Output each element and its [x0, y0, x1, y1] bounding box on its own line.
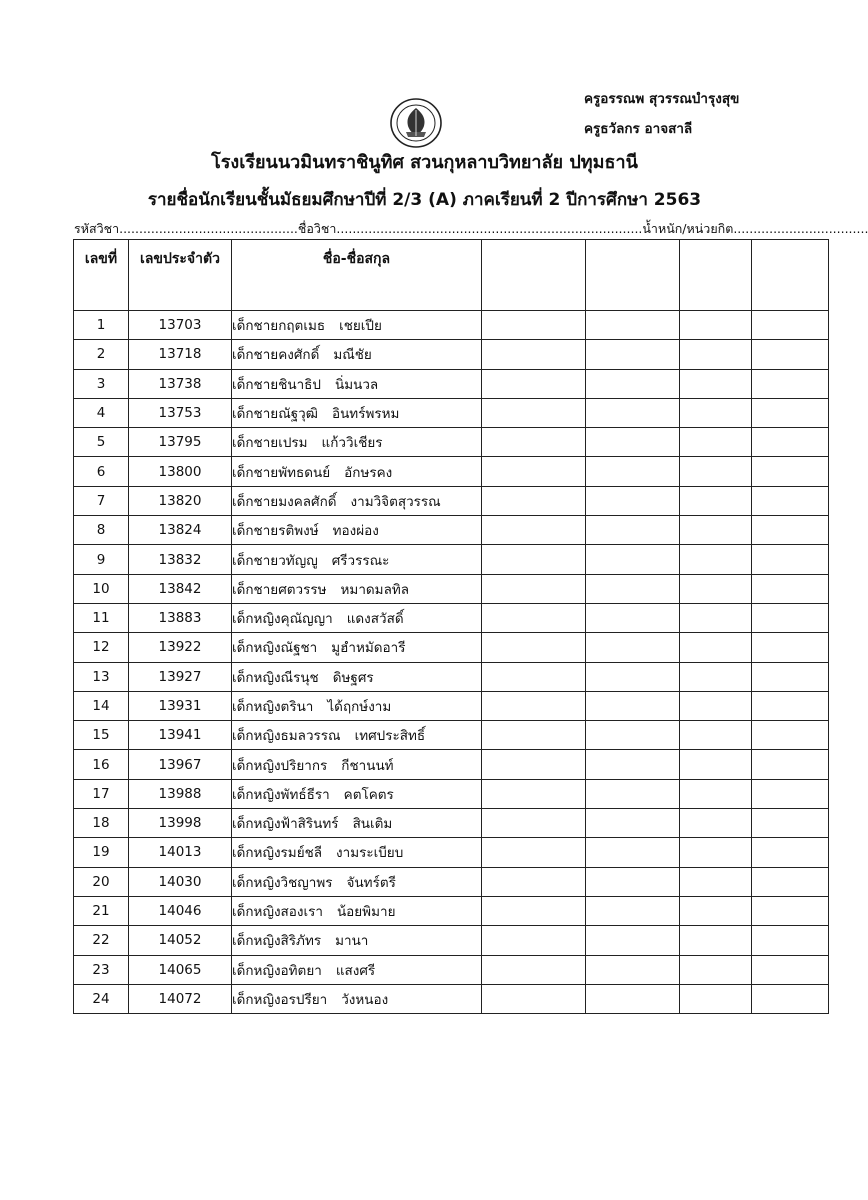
student-roster-table — [73, 239, 829, 1014]
row-last-name: ศรีวรรณะ — [331, 552, 390, 569]
blank-cell — [482, 809, 586, 838]
blank-cell — [680, 633, 752, 662]
row-full-name — [232, 516, 482, 545]
table-row — [74, 896, 829, 925]
table-row — [74, 545, 829, 574]
blank-cell — [586, 603, 680, 632]
row-first-name: เด็กหญิงปริยากร — [232, 757, 328, 774]
subject-code-field: รหัสวิชา............................................. — [74, 221, 298, 236]
row-number: 13 — [74, 662, 129, 691]
row-first-name: เด็กหญิงอรปรียา — [232, 991, 328, 1008]
teacher-2: ครูธวัลกร อาจสาลี — [584, 121, 693, 137]
row-student-id: 13998 — [129, 809, 232, 838]
table-row — [74, 428, 829, 457]
row-last-name: แก้ววิเชียร — [321, 435, 383, 452]
blank-cell — [752, 574, 829, 603]
row-last-name: มานา — [335, 933, 369, 950]
credit-field: น้ำหนัก/หน่วยกิต.................................. — [642, 221, 868, 236]
blank-cell — [482, 574, 586, 603]
school-seal-icon — [380, 96, 452, 150]
table-row — [74, 809, 829, 838]
table-body — [74, 311, 829, 1014]
blank-cell — [680, 603, 752, 632]
row-number: 19 — [74, 838, 129, 867]
row-first-name: เด็กหญิงธมลวรรณ — [232, 728, 341, 745]
blank-cell — [482, 457, 586, 486]
blank-cell — [752, 633, 829, 662]
blank-cell — [586, 633, 680, 662]
row-student-id: 13988 — [129, 779, 232, 808]
row-student-id: 13820 — [129, 486, 232, 515]
row-number: 20 — [74, 867, 129, 896]
row-number: 10 — [74, 574, 129, 603]
row-last-name: มณีชัย — [333, 347, 372, 364]
blank-cell — [482, 369, 586, 398]
row-first-name: เด็กหญิงฟ้าสิรินทร์ — [232, 816, 339, 833]
blank-cell — [752, 311, 829, 340]
row-last-name: น้อยพิมาย — [336, 904, 396, 921]
row-last-name: แสงศรี — [335, 962, 376, 979]
table-row — [74, 486, 829, 515]
blank-cell — [586, 369, 680, 398]
blank-cell — [680, 721, 752, 750]
row-full-name — [232, 809, 482, 838]
blank-cell — [752, 486, 829, 515]
table-row — [74, 398, 829, 427]
row-last-name: มูฮำหมัดอารี — [331, 640, 406, 657]
blank-cell — [586, 311, 680, 340]
row-student-id: 13738 — [129, 369, 232, 398]
table-row — [74, 867, 829, 896]
header-blank-1 — [482, 240, 586, 311]
row-number: 12 — [74, 633, 129, 662]
row-last-name: นิ่มนวล — [335, 376, 379, 393]
row-last-name: งามวิจิตสุวรรณ — [350, 493, 441, 510]
row-number: 14 — [74, 691, 129, 720]
blank-cell — [752, 955, 829, 984]
blank-cell — [482, 516, 586, 545]
row-number: 16 — [74, 750, 129, 779]
row-student-id: 13883 — [129, 603, 232, 632]
blank-cell — [586, 721, 680, 750]
row-number: 3 — [74, 369, 129, 398]
blank-cell — [680, 779, 752, 808]
blank-cell — [482, 633, 586, 662]
row-student-id: 13824 — [129, 516, 232, 545]
blank-cell — [752, 838, 829, 867]
subject-fields — [74, 219, 868, 239]
blank-cell — [586, 516, 680, 545]
row-full-name — [232, 633, 482, 662]
row-student-id: 13967 — [129, 750, 232, 779]
blank-cell — [680, 955, 752, 984]
blank-cell — [586, 779, 680, 808]
row-number: 11 — [74, 603, 129, 632]
row-full-name — [232, 838, 482, 867]
blank-cell — [752, 867, 829, 896]
row-student-id: 13718 — [129, 340, 232, 369]
row-student-id: 14072 — [129, 984, 232, 1013]
row-number: 9 — [74, 545, 129, 574]
row-first-name: เด็กชายรติพงษ์ — [232, 523, 319, 540]
blank-cell — [586, 545, 680, 574]
row-number: 17 — [74, 779, 129, 808]
row-student-id: 13931 — [129, 691, 232, 720]
row-number: 24 — [74, 984, 129, 1013]
row-last-name: จันทร์ตรี — [346, 874, 396, 891]
row-student-id: 13753 — [129, 398, 232, 427]
table-row — [74, 691, 829, 720]
subject-name-field: ชื่อวิชา............................................................................. — [297, 221, 643, 236]
row-student-id: 14046 — [129, 896, 232, 925]
blank-cell — [680, 662, 752, 691]
row-full-name — [232, 428, 482, 457]
list-title: รายชื่อนักเรียนชั้นมัธยมศึกษาปีที่ 2/3 (A) ภาคเรียนที่ 2 ปีการศึกษา 2563 — [147, 190, 702, 210]
blank-cell — [680, 867, 752, 896]
row-first-name: เด็กชายคงศักดิ์ — [232, 347, 320, 364]
blank-cell — [680, 838, 752, 867]
blank-cell — [586, 340, 680, 369]
blank-cell — [482, 428, 586, 457]
blank-cell — [752, 984, 829, 1013]
row-student-id: 13842 — [129, 574, 232, 603]
row-student-id: 13922 — [129, 633, 232, 662]
row-full-name — [232, 955, 482, 984]
table-row — [74, 750, 829, 779]
table-row — [74, 574, 829, 603]
row-first-name: เด็กหญิงรมย์ชลี — [232, 845, 323, 862]
row-first-name: เด็กหญิงณีรนุช — [232, 669, 319, 686]
blank-cell — [680, 457, 752, 486]
row-first-name: เด็กชายณัฐวุฒิ — [232, 406, 318, 423]
blank-cell — [680, 896, 752, 925]
row-number: 4 — [74, 398, 129, 427]
blank-cell — [752, 428, 829, 457]
row-last-name: แดงสวัสดิ์ — [346, 611, 404, 628]
blank-cell — [482, 867, 586, 896]
row-first-name: เด็กชายชินาธิป — [232, 376, 321, 393]
blank-cell — [586, 984, 680, 1013]
row-last-name: กีชานนท์ — [341, 757, 394, 774]
blank-cell — [752, 457, 829, 486]
row-number: 15 — [74, 721, 129, 750]
row-last-name: ดิษฐศร — [332, 669, 374, 686]
blank-cell — [680, 691, 752, 720]
teacher-1: ครูอรรณพ สุวรรณบำรุงสุข — [584, 91, 740, 107]
header-blank-3 — [680, 240, 752, 311]
blank-cell — [680, 926, 752, 955]
blank-cell — [482, 750, 586, 779]
row-full-name — [232, 896, 482, 925]
blank-cell — [680, 516, 752, 545]
table-row — [74, 926, 829, 955]
row-number: 18 — [74, 809, 129, 838]
table-row — [74, 457, 829, 486]
blank-cell — [586, 809, 680, 838]
blank-cell — [586, 867, 680, 896]
row-first-name: เด็กชายพัทธดนย์ — [232, 464, 331, 481]
blank-cell — [752, 340, 829, 369]
row-last-name: หมาดมลทิล — [340, 581, 410, 598]
row-last-name: เชยเปีย — [339, 318, 382, 335]
row-student-id: 13832 — [129, 545, 232, 574]
row-full-name — [232, 545, 482, 574]
blank-cell — [680, 398, 752, 427]
blank-cell — [680, 428, 752, 457]
blank-cell — [586, 896, 680, 925]
table-row — [74, 516, 829, 545]
row-number: 8 — [74, 516, 129, 545]
table-row — [74, 633, 829, 662]
row-last-name: อักษรคง — [344, 464, 393, 481]
blank-cell — [752, 516, 829, 545]
row-full-name — [232, 926, 482, 955]
row-last-name: อินทร์พรหม — [331, 406, 400, 423]
row-first-name: เด็กหญิงพัทธ์ธีรา — [232, 786, 330, 803]
header-student-id: เลขประจำตัว — [129, 240, 232, 311]
blank-cell — [482, 926, 586, 955]
blank-cell — [752, 369, 829, 398]
blank-cell — [680, 340, 752, 369]
blank-cell — [586, 398, 680, 427]
row-first-name: เด็กหญิงตรินา — [232, 699, 314, 715]
blank-cell — [752, 691, 829, 720]
table-header-row — [74, 240, 829, 311]
row-full-name — [232, 398, 482, 427]
row-full-name — [232, 369, 482, 398]
row-last-name: วังหนอง — [341, 991, 389, 1008]
row-number: 5 — [74, 428, 129, 457]
blank-cell — [482, 340, 586, 369]
blank-cell — [482, 955, 586, 984]
row-full-name — [232, 340, 482, 369]
row-first-name: เด็กหญิงสิริภัทร — [232, 933, 322, 950]
row-student-id: 13927 — [129, 662, 232, 691]
row-full-name — [232, 603, 482, 632]
row-last-name: สินเติม — [352, 816, 393, 833]
blank-cell — [586, 955, 680, 984]
row-first-name: เด็กหญิงณัฐชา — [232, 640, 318, 657]
row-student-id: 14030 — [129, 867, 232, 896]
row-first-name: เด็กหญิงวิชญาพร — [232, 874, 333, 891]
blank-cell — [586, 926, 680, 955]
row-last-name: คตโคตร — [343, 786, 394, 803]
blank-cell — [482, 486, 586, 515]
table-row — [74, 984, 829, 1013]
table-row — [74, 955, 829, 984]
row-full-name — [232, 779, 482, 808]
blank-cell — [586, 750, 680, 779]
row-student-id: 13941 — [129, 721, 232, 750]
blank-cell — [752, 721, 829, 750]
row-first-name: เด็กชายศตวรรษ — [232, 581, 327, 598]
blank-cell — [482, 662, 586, 691]
table-row — [74, 662, 829, 691]
row-first-name: เด็กหญิงอทิตยา — [232, 962, 322, 979]
row-first-name: เด็กชายมงคลศักดิ์ — [232, 493, 337, 510]
blank-cell — [586, 838, 680, 867]
school-title: โรงเรียนนวมินทราชินูทิศ สวนกุหลาบวิทยาลัย ปทุมธานี — [211, 152, 638, 173]
blank-cell — [752, 750, 829, 779]
table-row — [74, 340, 829, 369]
blank-cell — [680, 984, 752, 1013]
row-student-id: 14013 — [129, 838, 232, 867]
row-full-name — [232, 662, 482, 691]
blank-cell — [586, 662, 680, 691]
row-number: 21 — [74, 896, 129, 925]
blank-cell — [752, 603, 829, 632]
row-student-id: 13800 — [129, 457, 232, 486]
blank-cell — [680, 574, 752, 603]
table-row — [74, 603, 829, 632]
row-full-name — [232, 311, 482, 340]
table-row — [74, 721, 829, 750]
row-last-name: เทศประสิทธิ์ — [354, 728, 426, 745]
blank-cell — [680, 369, 752, 398]
header-blank-4 — [752, 240, 829, 311]
blank-cell — [482, 691, 586, 720]
blank-cell — [482, 779, 586, 808]
row-last-name: งามระเบียบ — [336, 845, 404, 862]
blank-cell — [482, 896, 586, 925]
header-number: เลขที่ — [74, 240, 129, 311]
blank-cell — [680, 486, 752, 515]
row-full-name — [232, 486, 482, 515]
row-number: 23 — [74, 955, 129, 984]
row-full-name — [232, 867, 482, 896]
row-student-id: 13795 — [129, 428, 232, 457]
row-first-name: เด็กชายวทัญญู — [232, 552, 318, 569]
row-first-name: เด็กหญิงสองเรา — [232, 904, 323, 921]
row-first-name: เด็กชายกฤตเมธ — [232, 318, 326, 335]
row-full-name — [232, 457, 482, 486]
row-last-name: ทองผ่อง — [332, 523, 379, 540]
row-student-id: 13703 — [129, 311, 232, 340]
row-number: 7 — [74, 486, 129, 515]
row-full-name — [232, 721, 482, 750]
row-number: 22 — [74, 926, 129, 955]
table-row — [74, 369, 829, 398]
blank-cell — [752, 398, 829, 427]
teacher-names — [584, 84, 739, 144]
row-student-id: 14065 — [129, 955, 232, 984]
row-full-name — [232, 691, 482, 720]
row-full-name — [232, 574, 482, 603]
row-number: 1 — [74, 311, 129, 340]
blank-cell — [680, 311, 752, 340]
blank-cell — [752, 779, 829, 808]
blank-cell — [680, 545, 752, 574]
blank-cell — [586, 691, 680, 720]
table-row — [74, 311, 829, 340]
table-row — [74, 779, 829, 808]
row-full-name — [232, 984, 482, 1013]
row-number: 2 — [74, 340, 129, 369]
blank-cell — [482, 398, 586, 427]
row-first-name: เด็กหญิงคุณัญญา — [232, 611, 333, 628]
blank-cell — [752, 809, 829, 838]
blank-cell — [752, 662, 829, 691]
blank-cell — [586, 486, 680, 515]
blank-cell — [680, 809, 752, 838]
blank-cell — [680, 750, 752, 779]
blank-cell — [752, 896, 829, 925]
blank-cell — [482, 603, 586, 632]
table-row — [74, 838, 829, 867]
blank-cell — [482, 545, 586, 574]
blank-cell — [586, 457, 680, 486]
blank-cell — [752, 545, 829, 574]
blank-cell — [752, 926, 829, 955]
blank-cell — [482, 311, 586, 340]
row-number: 6 — [74, 457, 129, 486]
blank-cell — [482, 838, 586, 867]
row-full-name — [232, 750, 482, 779]
blank-cell — [586, 574, 680, 603]
row-last-name: ได้ฤกษ์งาม — [327, 699, 392, 715]
blank-cell — [586, 428, 680, 457]
blank-cell — [482, 721, 586, 750]
row-first-name: เด็กชายเปรม — [232, 435, 308, 452]
blank-cell — [482, 984, 586, 1013]
row-student-id: 14052 — [129, 926, 232, 955]
header-full-name: ชื่อ-ชื่อสกุล — [232, 240, 482, 311]
header-blank-2 — [586, 240, 680, 311]
